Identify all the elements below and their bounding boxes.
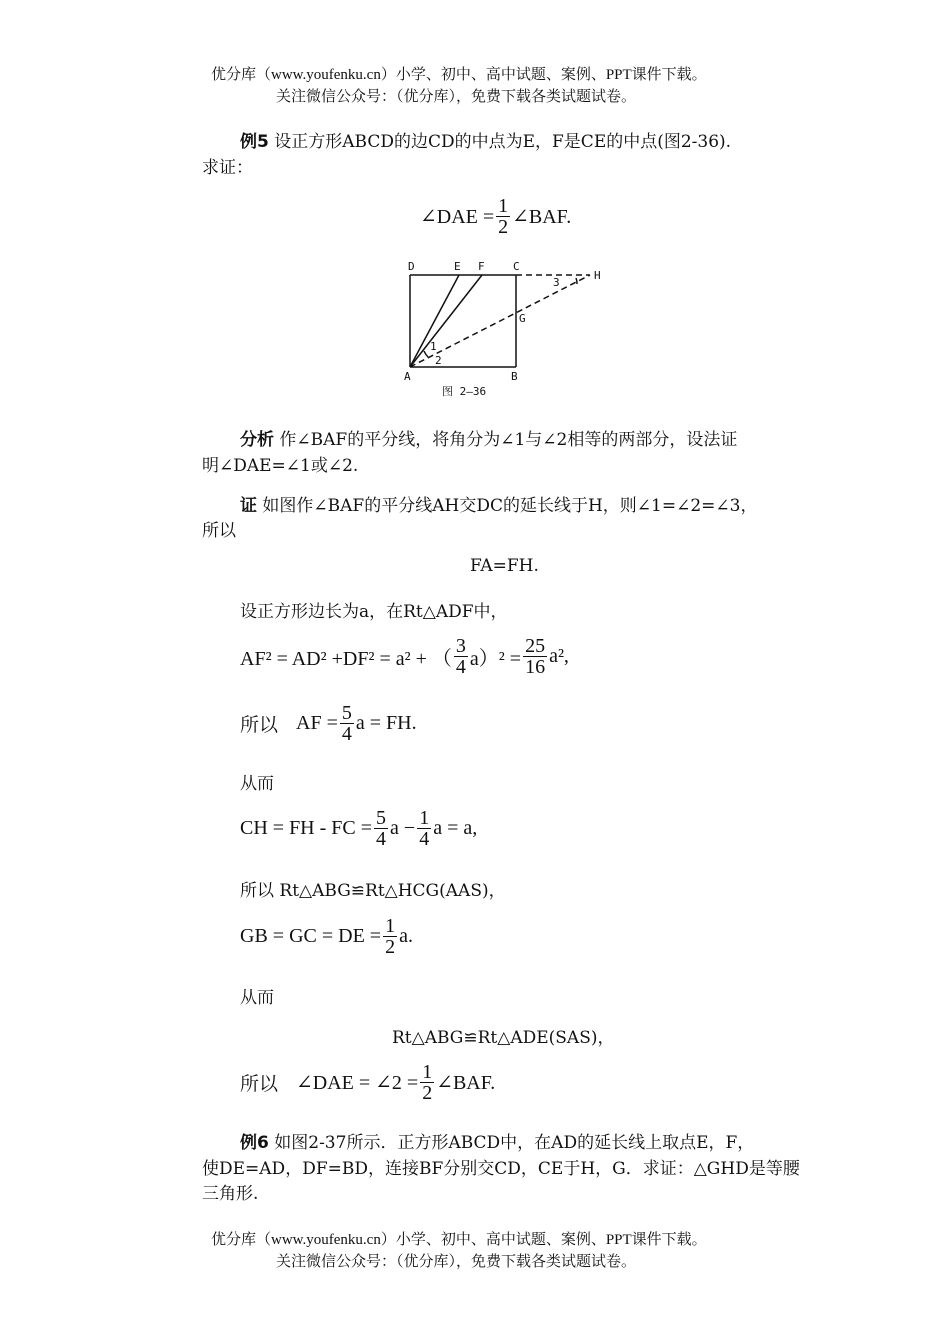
segment-af [410,275,482,367]
proof-line1 [240,491,757,516]
ch-equation [240,808,477,849]
label-angle-2: 2 [435,354,442,367]
ch-right: a = a, [433,817,478,839]
af2-den1: 4 [455,656,466,678]
ch-fraction-2 [417,808,431,849]
ch-left: CH = FH - FC = [240,817,373,839]
label-g: G [519,312,526,325]
af-den: 4 [341,723,352,745]
af2-num1: 3 [455,635,466,657]
analysis-text1: 作∠BAF的平分线，将角分为∠1与∠2相等的两部分，设法证 [274,430,738,450]
example5-label: 例5 [240,132,269,152]
ch-num1: 5 [376,807,387,829]
example6-line2: 使DE=AD，DF=BD，连接BF分别交CD，CE于H，G．求证：△GHD是等腰 [202,1159,800,1179]
af-prefix: 所以 [240,714,279,736]
af2-left: AF² = AD² +DF² = a² + （ [240,648,452,670]
label-h: H [594,269,601,282]
footer-line-2: 关注微信公众号：（优分库），免费下载各类试题试卷。 [276,1254,637,1270]
label-f: F [478,260,485,273]
gb-left: GB = GC = DE = [240,925,382,947]
thus-1: 从而 [240,774,274,794]
final-prefix: 所以 [240,1073,279,1095]
final-fraction [420,1062,434,1103]
gb-right: a. [399,925,413,947]
ch-num2: 1 [419,807,430,829]
label-b: B [511,370,518,383]
example6-line3: 三角形. [202,1184,259,1204]
gb-fraction [383,916,397,957]
eq-left: ∠DAE = [420,206,495,228]
analysis-line1 [240,425,737,450]
gb-den: 2 [385,936,396,958]
label-e: E [454,260,461,273]
footer-line-1: 优分库（www.youfenku.cn）小学、初中、高中试题、案例、PPT课件下载。 [211,1232,707,1248]
final-left: ∠DAE = ∠2 = [296,1072,419,1094]
af2-num2: 25 [525,635,546,657]
af-fraction [340,703,354,744]
final-right: ∠BAF. [436,1072,496,1094]
figure-2-36 [398,258,608,400]
gb-equation [240,916,413,957]
example5-text1: 设正方形ABCD的边CD的中点为E，F是CE的中点(图2-36). [268,132,732,152]
congruence-1: 所以 Rt△ABG≌Rt△HCG(AAS)， [240,881,506,901]
eq-fraction [496,196,510,237]
ch-den1: 4 [376,828,387,850]
proof-line2: 所以 [202,521,236,541]
af2-fraction-2 [523,636,547,677]
congruence-2: Rt△ABG≌Rt△ADE(SAS)， [392,1028,615,1048]
example5-line1 [240,127,731,152]
eq-den: 2 [498,216,509,238]
ch-fraction-1 [374,808,388,849]
angle-arc-3 [576,278,577,284]
eq-num: 1 [498,195,509,217]
ch-den2: 4 [419,828,430,850]
af2-fraction-1 [454,636,468,677]
proof-label: 证 [240,496,257,516]
fa-equals-fh: FA=FH. [470,556,539,576]
label-angle-3: 3 [553,276,560,289]
example6-text1: 如图2-37所示．正方形ABCD中，在AD的延长线上取点E，F， [268,1133,755,1153]
af-squared-equation [240,636,569,677]
eq-right: ∠BAF. [512,206,572,228]
label-a: A [404,370,411,383]
analysis-line2: 明∠DAE=∠1或∠2. [202,456,359,476]
af2-right: a², [549,645,569,667]
figure-caption: 图 2—36 [442,385,487,398]
af2-mid: a）² = [469,648,522,670]
example5-line2: 求证： [202,158,253,178]
example6-line1 [240,1128,754,1153]
final-equation [240,1062,495,1103]
analysis-label: 分析 [240,430,274,450]
proof-text1: 如图作∠BAF的平分线AH交DC的延长线于H，则∠1=∠2=∠3， [257,496,758,516]
header-line-1: 优分库（www.youfenku.cn）小学、初中、高中试题、案例、PPT课件下载。 [211,67,707,83]
side-length-text: 设正方形边长为a，在Rt△ADF中， [240,602,508,622]
af2-den2: 16 [525,656,546,678]
label-angle-1: 1 [430,340,437,353]
gb-num: 1 [385,915,396,937]
af-num: 5 [341,702,352,724]
angle-arc-1 [424,351,428,357]
label-c: C [513,260,520,273]
example5-equation [420,196,571,237]
af-equation [240,703,417,744]
final-den: 2 [422,1082,433,1104]
af-right: a = FH. [355,712,417,734]
final-num: 1 [422,1061,433,1083]
thus-2: 从而 [240,988,274,1008]
example6-label: 例6 [240,1133,269,1153]
label-d: D [408,260,415,273]
ch-mid: a − [390,817,416,839]
header-line-2: 关注微信公众号：（优分库），免费下载各类试题试卷。 [276,89,637,105]
af-left: AF = [296,712,338,734]
